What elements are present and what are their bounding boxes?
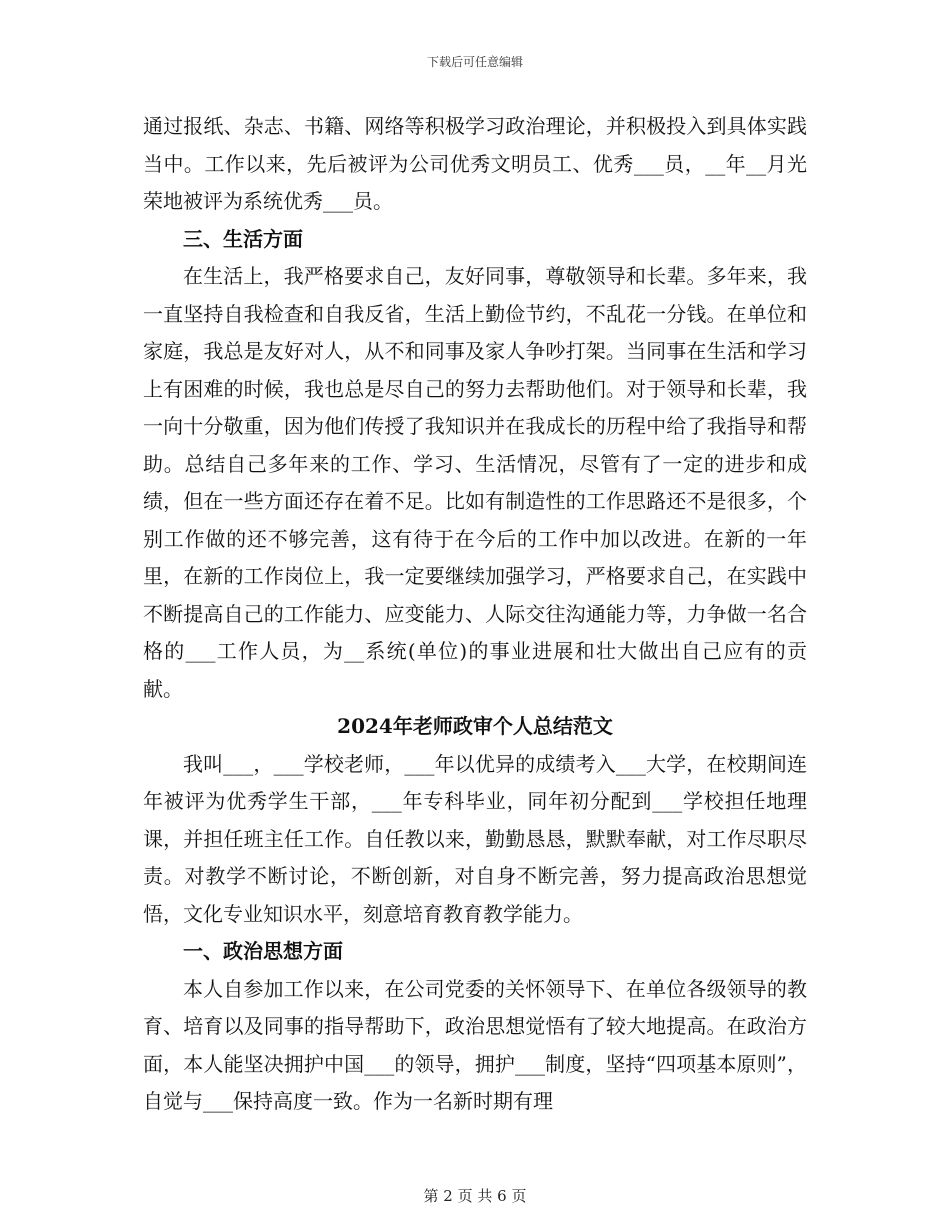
page-header: 下载后可任意编辑 xyxy=(426,55,523,69)
article-title: 2024年老师政审个人总结范文 xyxy=(337,714,613,738)
paragraph-continued: 通过报纸、杂志、书籍、网络等积极学习政治理论，并积极投入到具体实践当中。工作以来，先后被评为公司优秀文明员工、优秀___员，__年__月光荣地被评为系统优秀___员。 xyxy=(143,114,807,213)
section-heading-life: 三、生活方面 xyxy=(183,226,303,251)
document-body xyxy=(143,108,807,1121)
section-heading-politics: 一、政治思想方面 xyxy=(183,939,343,963)
paragraph-intro: 我叫___，___学校老师，___年以优异的成绩考入___大学，在校期间连年被评为优秀学生干部，___年专科毕业，同年初分配到___学校担任地理课，并担任班主任工作。自任教以来，勤勤恳恳，默默奉献，对工作尽职尽责。对教学不断讨论，不断创新，对自身不断完善，努力提高政治思想觉悟，文化专业知识水平，刻意培育教育教学能力。 xyxy=(143,751,807,926)
paragraph-life: 在生活上，我严格要求自己，友好同事，尊敬领导和长辈。多年来，我一直坚持自我检查和自我反省，生活上勤俭节约，不乱花一分钱。在单位和家庭，我总是友好对人，从不和同事及家人争吵打架。当同事在生活和学习上有困难的时候，我也总是尽自己的努力去帮助他们。对于领导和长辈，我一向十分敬重，因为他们传授了我知识并在我成长的历程中给了我指导和帮助。总结自己多年来的工作、学习、生活情况，尽管有了一定的进步和成绩，但在一些方面还存在着不足。比如有制造性的工作思路还不是很多，个别工作做的还不够完善，这有待于在今后的工作中加以改进。在新的一年里，在新的工作岗位上，我一定要继续加强学习，严格要求自己，在实践中不断提高自己的工作能力、应变能力、人际交往沟通能力等，力争做一名合格的___工作人员，为__系统(单位)的事业进展和壮大做出自己应有的贡献。 xyxy=(143,264,807,701)
paragraph-politics: 本人自参加工作以来，在公司党委的关怀领导下、在单位各级领导的教育、培育以及同事的指导帮助下，政治思想觉悟有了较大地提高。在政治方面，本人能坚决拥护中国___的领导，拥护___制度，坚持“四项基本原则”，自觉与___保持高度一致。作为一名新时期有理 xyxy=(143,976,807,1113)
page-footer: 第 2 页 共 6 页 xyxy=(423,1187,527,1205)
